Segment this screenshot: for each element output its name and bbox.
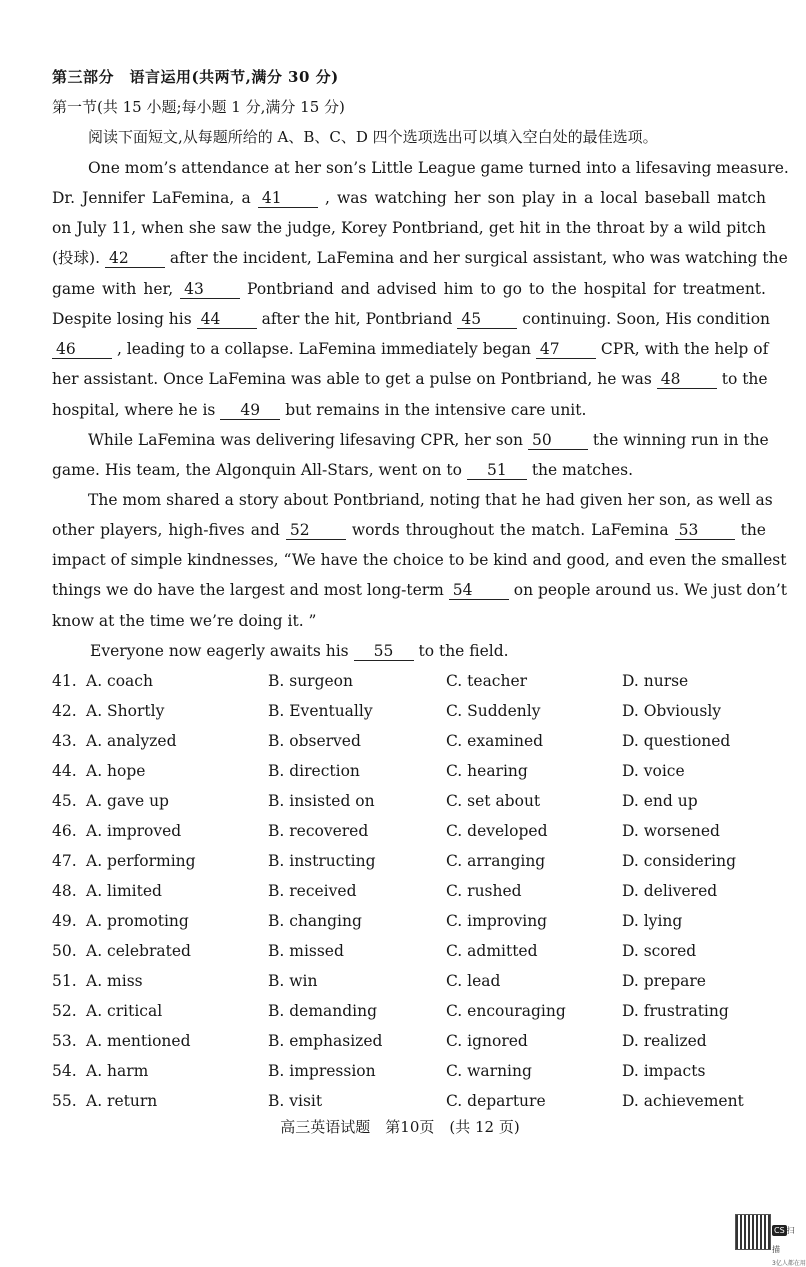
- blank-48: 48: [657, 370, 717, 389]
- option-b: B. win: [268, 972, 318, 990]
- option-d: D. scored: [622, 942, 697, 960]
- option-d: D. voice: [622, 762, 685, 780]
- passage-line: One mom’s attendance at her son’s Little League game turned into a lifesaving measure.: [88, 159, 789, 177]
- option-d: D. end up: [622, 792, 698, 810]
- option-d: D. worsened: [622, 822, 720, 840]
- option-d: D. realized: [622, 1032, 707, 1050]
- option-c: C. lead: [446, 972, 501, 990]
- option-a: A. Shortly: [86, 702, 165, 720]
- option-row: [52, 1062, 772, 1084]
- option-b: B. impression: [268, 1062, 376, 1080]
- passage-line: Everyone now eagerly awaits his 55 to the field.: [90, 642, 509, 660]
- blank-47: 47: [536, 340, 596, 359]
- option-a: A. performing: [86, 852, 196, 870]
- option-b: B. received: [268, 882, 357, 900]
- passage-line: While LaFemina was delivering lifesaving CPR, her son 50 the winning run in the: [88, 431, 769, 449]
- blank-44: 44: [197, 310, 257, 329]
- option-c: C. Suddenly: [446, 702, 541, 720]
- passage-line: game with her, 43 Pontbriand and advised him to go to the hospital for treatment.: [52, 280, 766, 298]
- passage-line: on July 11, when she saw the judge, Korey Pontbriand, get hit in the throat by a wild pitch: [52, 219, 766, 237]
- option-c: C. developed: [446, 822, 548, 840]
- blank-53: 53: [675, 521, 735, 540]
- option-b: B. recovered: [268, 822, 369, 840]
- blank-55: 55: [354, 642, 414, 661]
- blank-45: 45: [457, 310, 517, 329]
- option-row: [52, 912, 772, 934]
- option-a: A. miss: [86, 972, 143, 990]
- option-row: [52, 762, 772, 784]
- option-row: [52, 852, 772, 874]
- option-d: D. impacts: [622, 1062, 706, 1080]
- option-a: A. mentioned: [86, 1032, 191, 1050]
- option-c: C. ignored: [446, 1032, 528, 1050]
- question-number: 55.: [52, 1092, 77, 1110]
- option-c: C. departure: [446, 1092, 546, 1110]
- option-d: D. frustrating: [622, 1002, 729, 1020]
- option-c: C. warning: [446, 1062, 532, 1080]
- scanner-logo-icon: CS: [774, 1226, 785, 1235]
- passage-line: Despite losing his 44 after the hit, Pontbriand 45 continuing. Soon, His condition: [52, 310, 771, 328]
- option-a: A. harm: [86, 1062, 149, 1080]
- option-d: D. nurse: [622, 672, 689, 690]
- question-number: 42.: [52, 702, 77, 720]
- option-b: B. surgeon: [268, 672, 354, 690]
- option-d: D. Obviously: [622, 702, 722, 720]
- qr-code-icon: [735, 1214, 771, 1250]
- option-a: A. analyzed: [86, 732, 177, 750]
- option-b: B. direction: [268, 762, 360, 780]
- option-d: D. lying: [622, 912, 683, 930]
- question-number: 47.: [52, 852, 77, 870]
- question-number: 50.: [52, 942, 77, 960]
- option-row: [52, 822, 772, 844]
- option-a: A. limited: [86, 882, 162, 900]
- blank-49: 49: [220, 401, 280, 420]
- subsection-title: 第一节(共 15 小题;每小题 1 分,满分 15 分): [52, 98, 345, 116]
- option-c: C. set about: [446, 792, 541, 810]
- option-b: B. Eventually: [268, 702, 373, 720]
- question-number: 44.: [52, 762, 77, 780]
- question-number: 52.: [52, 1002, 77, 1020]
- option-b: B. visit: [268, 1092, 323, 1110]
- option-a: A. hope: [86, 762, 146, 780]
- option-a: A. celebrated: [86, 942, 191, 960]
- option-a: A. gave up: [86, 792, 169, 810]
- option-d: D. achievement: [622, 1092, 744, 1110]
- blank-42: 42: [105, 249, 165, 268]
- question-number: 46.: [52, 822, 77, 840]
- question-number: 54.: [52, 1062, 77, 1080]
- passage-line: The mom shared a story about Pontbriand, noting that he had given her son, as well as: [88, 491, 773, 509]
- option-row: [52, 732, 772, 754]
- blank-54: 54: [449, 581, 509, 600]
- option-row: [52, 702, 772, 724]
- blank-50: 50: [528, 431, 588, 450]
- option-b: B. emphasized: [268, 1032, 383, 1050]
- option-b: B. changing: [268, 912, 362, 930]
- option-d: D. delivered: [622, 882, 718, 900]
- passage-line: other players, high-fives and 52 words throughout the match. LaFemina 53 the: [52, 521, 766, 539]
- option-row: [52, 882, 772, 904]
- option-a: A. critical: [86, 1002, 163, 1020]
- page-footer: 高三英语试题 第10页 (共 12 页): [280, 1118, 520, 1136]
- option-b: B. observed: [268, 732, 361, 750]
- scanner-watermark: [772, 1218, 806, 1267]
- question-number: 48.: [52, 882, 77, 900]
- question-number: 53.: [52, 1032, 77, 1050]
- option-a: A. promoting: [86, 912, 189, 930]
- option-row: [52, 942, 772, 964]
- option-c: C. encouraging: [446, 1002, 566, 1020]
- question-number: 43.: [52, 732, 77, 750]
- option-b: B. missed: [268, 942, 344, 960]
- option-d: D. considering: [622, 852, 737, 870]
- blank-46: 46: [52, 340, 112, 359]
- option-row: [52, 672, 772, 694]
- option-row: [52, 792, 772, 814]
- option-b: B. instructing: [268, 852, 376, 870]
- option-row: [52, 1092, 772, 1114]
- option-row: [52, 972, 772, 994]
- option-c: C. teacher: [446, 672, 528, 690]
- option-a: A. improved: [86, 822, 182, 840]
- blank-43: 43: [180, 280, 240, 299]
- question-number: 49.: [52, 912, 77, 930]
- option-c: C. arranging: [446, 852, 546, 870]
- passage-line: hospital, where he is 49 but remains in the intensive care unit.: [52, 401, 587, 419]
- passage-line: impact of simple kindnesses, “We have the choice to be kind and good, and even the smallest: [52, 551, 787, 569]
- passage-line: her assistant. Once LaFemina was able to get a pulse on Pontbriand, he was 48 to the: [52, 370, 768, 388]
- blank-41: 41: [258, 189, 318, 208]
- option-d: D. questioned: [622, 732, 731, 750]
- section-title: 第三部分 语言运用(共两节,满分 30 分): [52, 68, 339, 86]
- option-c: C. rushed: [446, 882, 522, 900]
- passage-line: know at the time we’re doing it. ”: [52, 612, 317, 630]
- passage-line: Dr. Jennifer LaFemina, a 41 , was watching her son play in a local baseball match: [52, 189, 766, 207]
- passage-line: 46 , leading to a collapse. LaFemina immediately began 47 CPR, with the help of: [52, 339, 766, 359]
- scanner-subtext: 3亿人都在用: [772, 1260, 806, 1267]
- question-number: 45.: [52, 792, 77, 810]
- passage-line: things we do have the largest and most long-term 54 on people around us. We just don’t: [52, 581, 788, 599]
- instruction: 阅读下面短文,从每题所给的 A、B、C、D 四个选项选出可以填入空白处的最佳选项。: [88, 128, 658, 146]
- option-b: B. demanding: [268, 1002, 378, 1020]
- passage-line: (投球). 42 after the incident, LaFemina and her surgical assistant, who was watching the: [52, 249, 788, 267]
- option-c: C. examined: [446, 732, 544, 750]
- blank-52: 52: [286, 521, 346, 540]
- option-b: B. insisted on: [268, 792, 375, 810]
- option-a: A. coach: [86, 672, 153, 690]
- scanner-text: 扫描: [772, 1226, 795, 1254]
- option-row: [52, 1032, 772, 1054]
- option-a: A. return: [86, 1092, 158, 1110]
- passage-line: game. His team, the Algonquin All-Stars, went on to 51 the matches.: [52, 461, 634, 479]
- question-number: 41.: [52, 672, 77, 690]
- blank-51: 51: [467, 461, 527, 480]
- option-row: [52, 1002, 772, 1024]
- question-number: 51.: [52, 972, 77, 990]
- option-d: D. prepare: [622, 972, 706, 990]
- option-c: C. admitted: [446, 942, 538, 960]
- option-c: C. improving: [446, 912, 548, 930]
- option-c: C. hearing: [446, 762, 528, 780]
